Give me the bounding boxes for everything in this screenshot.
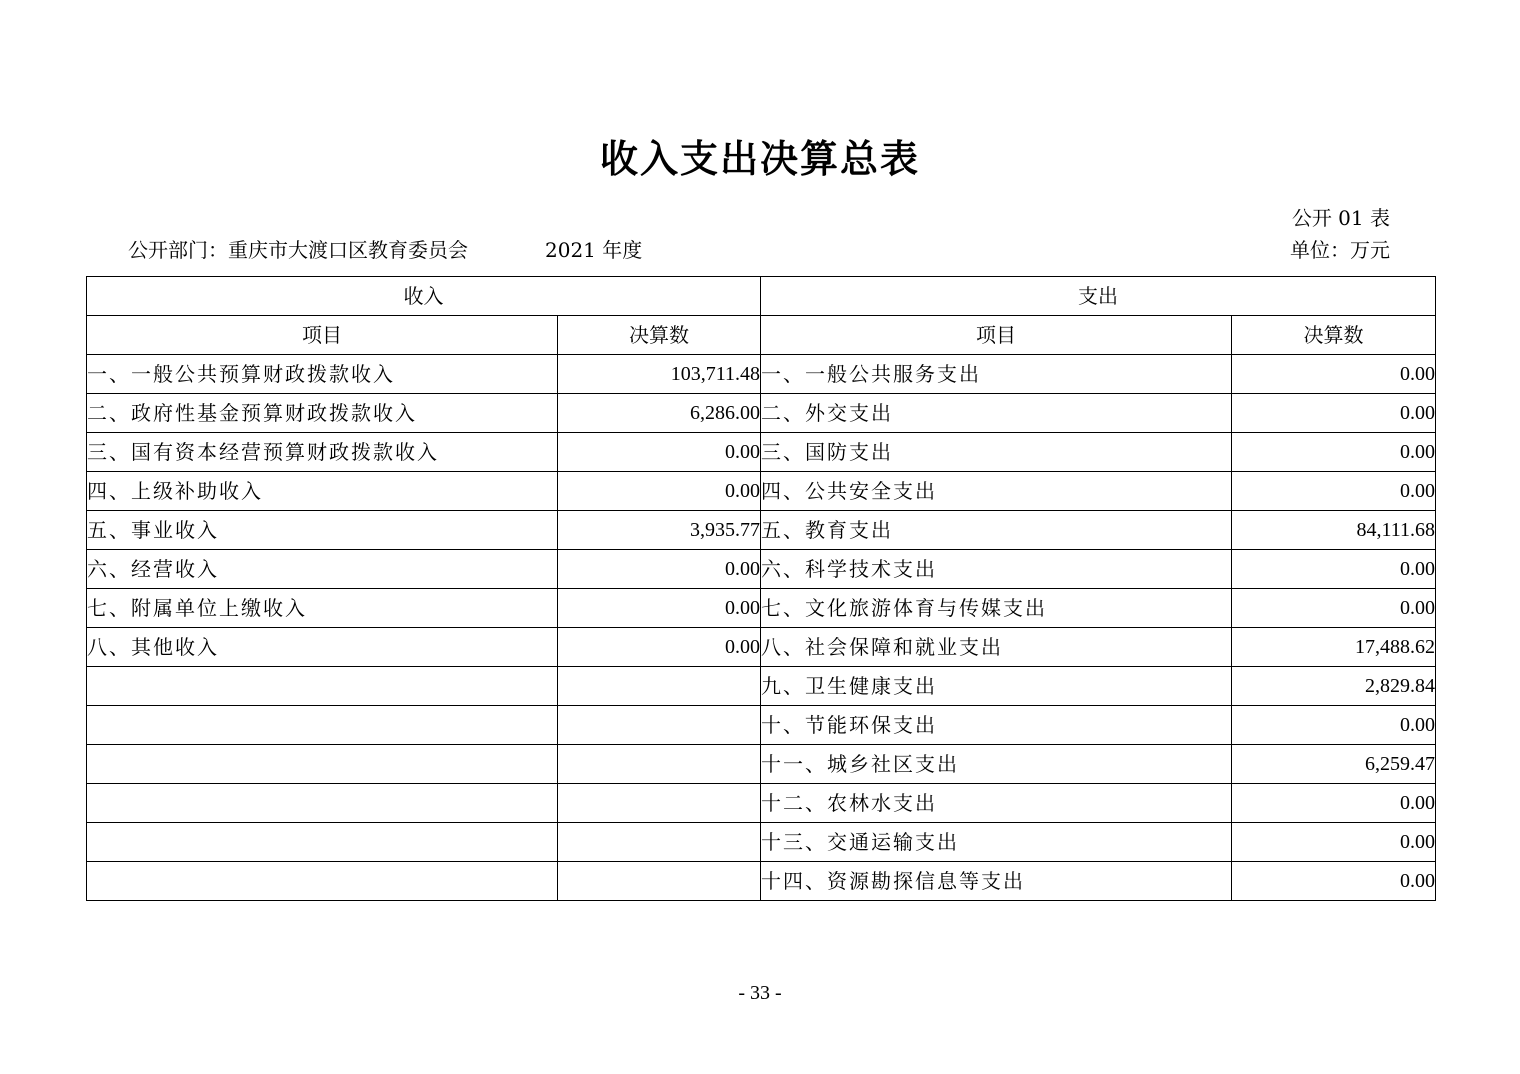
column-header-row [87, 316, 1436, 355]
expense-amount-cell: 0.00 [1232, 472, 1436, 511]
expense-item-cell: 十二、农林水支出 [761, 784, 1232, 823]
expense-item-cell: 十三、交通运输支出 [761, 823, 1232, 862]
expense-amount-cell: 0.00 [1232, 823, 1436, 862]
income-item-cell: 一、一般公共预算财政拨款收入 [87, 355, 558, 394]
income-amount-cell [558, 667, 761, 706]
expense-amount-header: 决算数 [1232, 316, 1436, 355]
expense-amount-cell: 0.00 [1232, 394, 1436, 433]
income-item-cell [87, 706, 558, 745]
income-item-cell [87, 862, 558, 901]
table-row [87, 511, 1436, 550]
table-row [87, 472, 1436, 511]
expense-item-cell: 九、卫生健康支出 [761, 667, 1232, 706]
income-item-cell: 五、事业收入 [87, 511, 558, 550]
table-row [87, 589, 1436, 628]
table-row [87, 862, 1436, 901]
income-amount-cell [558, 706, 761, 745]
income-amount-cell [558, 784, 761, 823]
income-item-cell [87, 745, 558, 784]
income-item-cell: 四、上级补助收入 [87, 472, 558, 511]
expense-item-cell: 十一、城乡社区支出 [761, 745, 1232, 784]
expense-item-cell: 七、文化旅游体育与传媒支出 [761, 589, 1232, 628]
section-header-row [87, 277, 1436, 316]
page-number: - 33 - [738, 982, 782, 1004]
expense-item-cell: 二、外交支出 [761, 394, 1232, 433]
table-code: 公开 01 表 [1291, 206, 1390, 230]
income-amount-cell: 0.00 [558, 550, 761, 589]
income-amount-cell: 3,935.77 [558, 511, 761, 550]
table-row [87, 433, 1436, 472]
expense-amount-cell: 0.00 [1232, 784, 1436, 823]
expense-section-header: 支出 [761, 277, 1436, 316]
expense-amount-cell: 0.00 [1232, 589, 1436, 628]
income-amount-cell: 0.00 [558, 433, 761, 472]
income-item-cell [87, 823, 558, 862]
expense-item-cell: 一、一般公共服务支出 [761, 355, 1232, 394]
income-amount-header: 决算数 [558, 316, 761, 355]
expense-amount-cell: 84,111.68 [1232, 511, 1436, 550]
income-item-cell: 八、其他收入 [87, 628, 558, 667]
unit-label: 单位：万元 [1290, 238, 1390, 262]
expense-amount-cell: 0.00 [1232, 433, 1436, 472]
income-item-cell: 三、国有资本经营预算财政拨款收入 [87, 433, 558, 472]
expense-amount-cell: 17,488.62 [1232, 628, 1436, 667]
income-item-cell [87, 784, 558, 823]
table-row [87, 667, 1436, 706]
table-row [87, 823, 1436, 862]
income-item-cell: 二、政府性基金预算财政拨款收入 [87, 394, 558, 433]
year-label: 2021 年度 [545, 238, 643, 262]
income-amount-cell [558, 745, 761, 784]
income-amount-cell: 6,286.00 [558, 394, 761, 433]
income-expense-table [86, 276, 1436, 901]
income-amount-cell: 103,711.48 [558, 355, 761, 394]
expense-item-cell: 八、社会保障和就业支出 [761, 628, 1232, 667]
expense-amount-cell: 0.00 [1232, 862, 1436, 901]
table-row [87, 784, 1436, 823]
income-item-cell: 七、附属单位上缴收入 [87, 589, 558, 628]
expense-amount-cell: 0.00 [1232, 550, 1436, 589]
page-title: 收入支出决算总表 [599, 137, 920, 181]
table-row [87, 628, 1436, 667]
expense-item-cell: 六、科学技术支出 [761, 550, 1232, 589]
table-body [87, 355, 1436, 901]
income-section-header: 收入 [87, 277, 761, 316]
income-item-header: 项目 [87, 316, 558, 355]
expense-amount-cell: 6,259.47 [1232, 745, 1436, 784]
income-amount-cell: 0.00 [558, 628, 761, 667]
table-row [87, 706, 1436, 745]
income-amount-cell [558, 823, 761, 862]
department-label: 公开部门：重庆市大渡口区教育委员会 [128, 238, 468, 262]
expense-item-cell: 十、节能环保支出 [761, 706, 1232, 745]
expense-item-header: 项目 [761, 316, 1232, 355]
table-row [87, 550, 1436, 589]
income-amount-cell: 0.00 [558, 589, 761, 628]
expense-amount-cell: 0.00 [1232, 706, 1436, 745]
income-item-cell: 六、经营收入 [87, 550, 558, 589]
table-row [87, 394, 1436, 433]
expense-amount-cell: 0.00 [1232, 355, 1436, 394]
income-amount-cell: 0.00 [558, 472, 761, 511]
expense-item-cell: 三、国防支出 [761, 433, 1232, 472]
expense-item-cell: 十四、资源勘探信息等支出 [761, 862, 1232, 901]
income-amount-cell [558, 862, 761, 901]
table-row [87, 745, 1436, 784]
income-item-cell [87, 667, 558, 706]
expense-item-cell: 四、公共安全支出 [761, 472, 1232, 511]
expense-amount-cell: 2,829.84 [1232, 667, 1436, 706]
expense-item-cell: 五、教育支出 [761, 511, 1232, 550]
table-row [87, 355, 1436, 394]
